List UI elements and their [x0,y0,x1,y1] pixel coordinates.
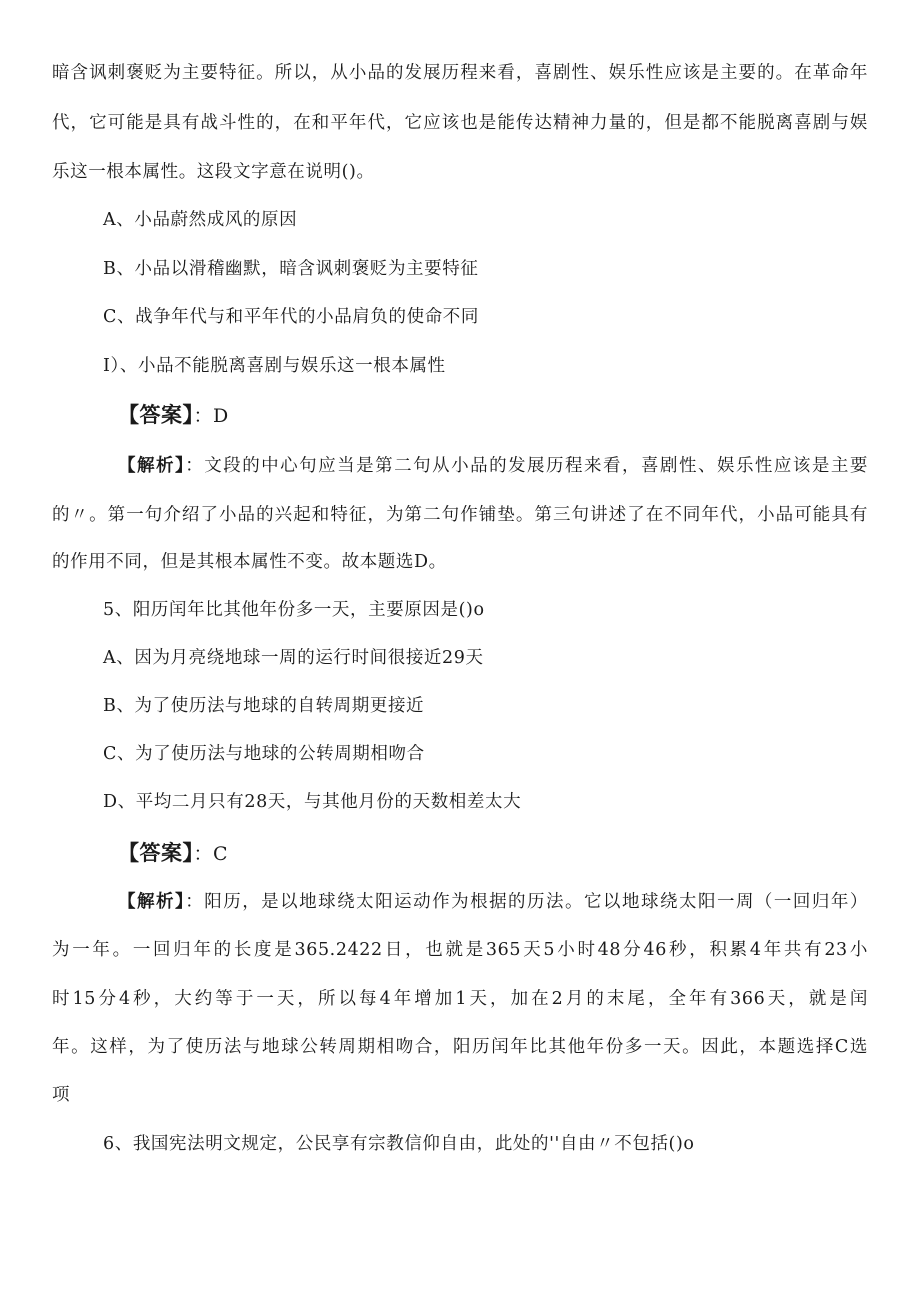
q5-answer [118,841,228,866]
q4-option-b: B、小品以滑稽幽默，暗含讽刺褒贬为主要特征 [103,259,479,279]
q4-option-d: I）、小品不能脱离喜剧与娱乐这一根本属性 [103,356,446,376]
q6-stem: 6、我国宪法明文规定，公民享有宗教信仰自由，此处的''自由〃不包括()o [103,1134,695,1154]
q5-analysis-line-2: 为一年。一回归年的长度是365.2422日，也就是365天5小时48分46秒，积累4年共有23小 [52,940,868,960]
q5-option-d: D、平均二月只有28天，与其他月份的天数相差太大 [103,792,522,812]
q5-analysis-line-5: 项 [52,1085,71,1105]
q5-analysis-line-3: 时15分4秒，大约等于一天，所以每4年增加1天，加在2月的末尾，全年有366天，就是闰 [52,989,868,1009]
q4-option-c: C、战争年代与和平年代的小品肩负的使命不同 [103,307,479,327]
q4-answer-label: 【答案】 [118,403,194,427]
q5-option-a: A、因为月亮绕地球一周的运行时间很接近29天 [103,648,484,668]
q4-answer [118,403,229,428]
q4-stem-line-3: 乐这一根本属性。这段文字意在说明()。 [52,162,375,182]
q5-answer-value: ：C [193,843,229,865]
q4-analysis-text-1: ：文段的中心句应当是第二句从小品的发展历程来看，喜剧性、娱乐性应该是主要 [185,456,868,476]
q4-analysis-label: 【解析】 [118,456,186,476]
q4-stem-line-2: 代，它可能是具有战斗性的，在和平年代，它应该也是能传达精神力量的，但是都不能脱离喜剧与娱 [52,113,868,133]
q5-analysis-line-4: 年。这样，为了使历法与地球公转周期相吻合，阳历闰年比其他年份多一天。因此，本题选择C选 [52,1037,868,1057]
q5-analysis-text-1: ：阳历，是以地球绕太阳运动作为根据的历法。它以地球绕太阳一周（一回归年） [185,892,868,912]
q4-analysis-line-2: 的〃。第一句介绍了小品的兴起和特征，为第二句作铺垫。第三句讲述了在不同年代，小品可能具有 [52,505,868,525]
q5-option-b: B、为了使历法与地球的自转周期更接近 [103,696,425,716]
q4-answer-value: ：D [193,405,229,427]
q5-analysis-label: 【解析】 [118,892,186,912]
q4-analysis-line-3: 的作用不同，但是其根本属性不变。故本题选D。 [52,552,447,572]
q5-answer-label: 【答案】 [118,841,194,865]
q4-option-a: A、小品蔚然成风的原因 [103,210,298,230]
q5-option-c: C、为了使历法与地球的公转周期相吻合 [103,744,425,764]
q5-analysis-line-1 [118,890,868,914]
q4-analysis-line-1 [118,454,868,478]
q4-stem-line-1: 暗含讽刺褒贬为主要特征。所以，从小品的发展历程来看，喜剧性、娱乐性应该是主要的。在革命年 [52,63,868,83]
q5-stem: 5、阳历闰年比其他年份多一天，主要原因是()o [103,600,485,620]
